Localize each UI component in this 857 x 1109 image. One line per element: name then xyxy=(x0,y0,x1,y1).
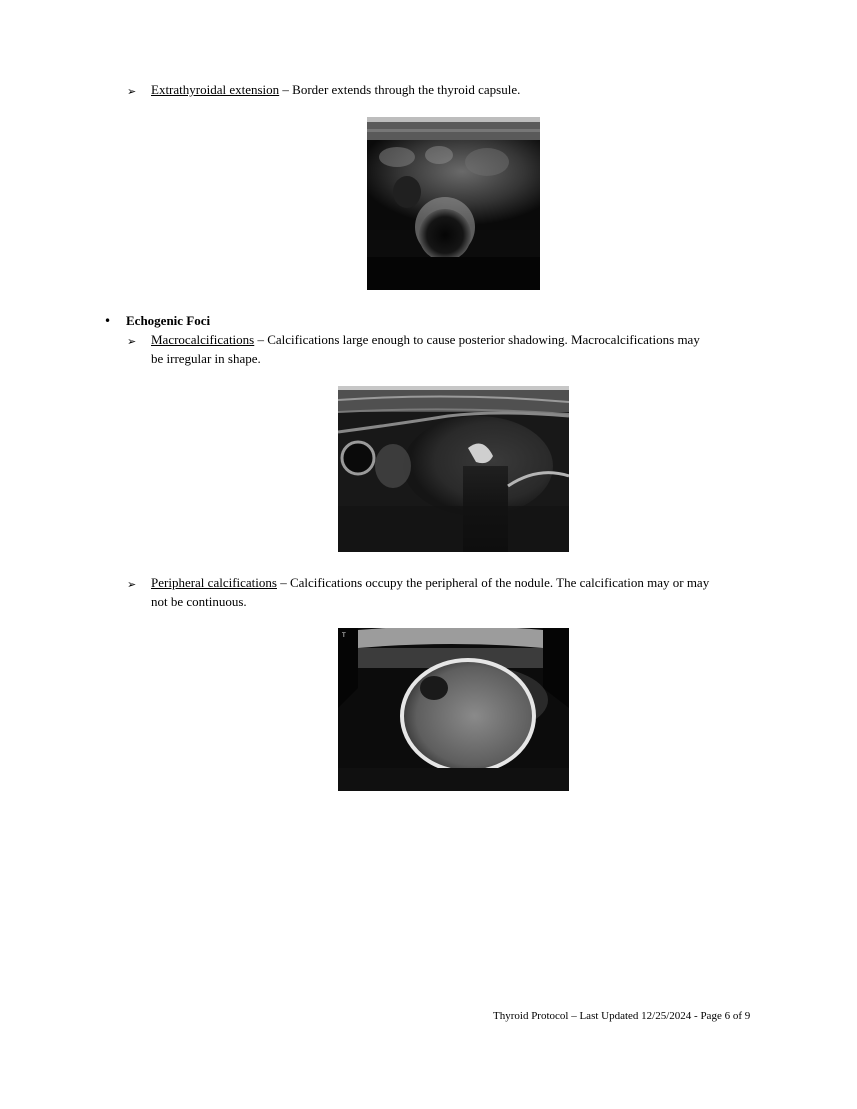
extrathyroidal-description: – Border extends through the thyroid capsule. xyxy=(279,82,521,97)
dot-bullet-icon: • xyxy=(104,314,112,328)
ultrasound-marker: T xyxy=(342,632,346,639)
peripheral-calcifications-term: Peripheral calcifications xyxy=(151,575,277,590)
echogenic-foci-heading: Echogenic Foci xyxy=(126,313,211,328)
ultrasound-image-macrocalcifications xyxy=(338,386,569,552)
macrocalcifications-description-line2: be irregular in shape. xyxy=(151,351,261,366)
macrocalcifications-description-line1: – Calcifications large enough to cause posterior shadowing. Macrocalcifications may xyxy=(254,332,700,347)
peripheral-calcifications-item xyxy=(151,573,709,592)
arrow-bullet-icon: ➢ xyxy=(127,335,137,348)
extrathyroidal-item xyxy=(151,80,520,99)
arrow-bullet-icon: ➢ xyxy=(127,85,137,98)
macrocalcifications-item xyxy=(151,330,700,349)
ultrasound-image-extrathyroidal xyxy=(367,117,540,290)
ultrasound-image-peripheral-calcifications xyxy=(338,628,569,791)
peripheral-calcifications-description-line1: – Calcifications occupy the peripheral of the nodule. The calcification may or may xyxy=(276,575,710,590)
arrow-bullet-icon: ➢ xyxy=(127,578,137,591)
macrocalcifications-term: Macrocalcifications xyxy=(151,332,255,347)
page-footer: Thyroid Protocol – Last Updated 12/25/2024 - Page 6 of 9 xyxy=(493,1010,751,1022)
peripheral-calcifications-description-line2: not be continuous. xyxy=(151,594,247,609)
extrathyroidal-term: Extrathyroidal extension xyxy=(151,82,280,97)
